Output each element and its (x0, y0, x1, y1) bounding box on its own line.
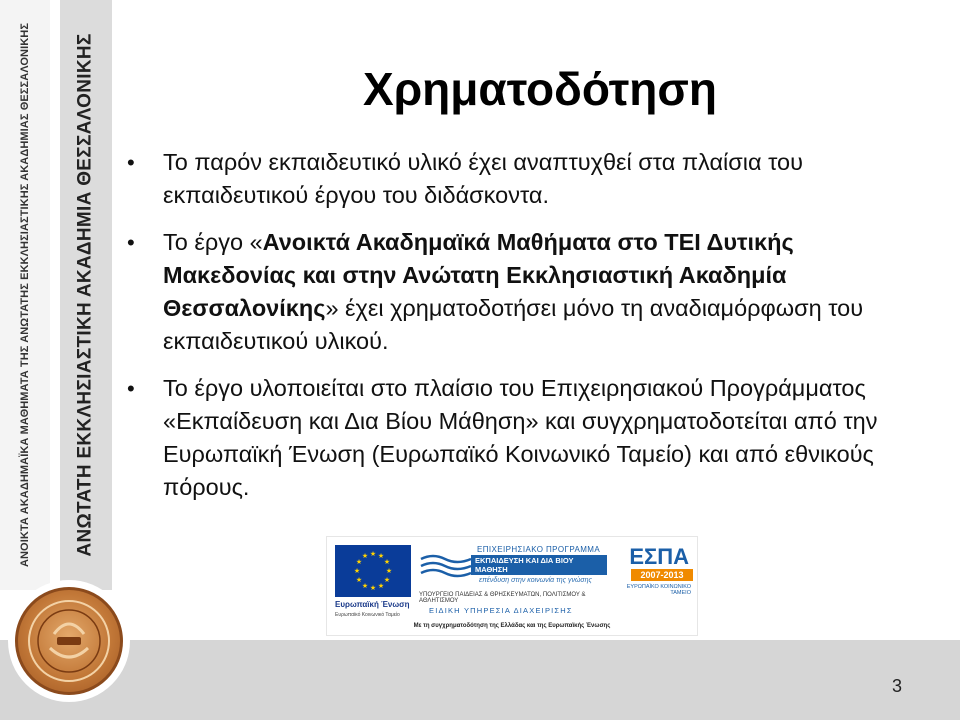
bullet-list (125, 146, 925, 518)
svg-text:★: ★ (383, 576, 391, 584)
program-name: ΕΚΠΑΙΔΕΥΣΗ ΚΑΙ ΔΙΑ ΒΙΟΥ ΜΑΘΗΣΗ (471, 555, 607, 575)
eu-flag-icon (335, 545, 411, 597)
svg-text:★: ★ (385, 567, 393, 575)
eu-stars-icon (348, 549, 398, 593)
svg-text:★: ★ (369, 550, 377, 558)
espa-word: ΕΣΠΑ (629, 544, 689, 569)
svg-text:★: ★ (377, 552, 385, 560)
sidebar-thick-strip (60, 0, 112, 590)
page-number: 3 (891, 676, 902, 696)
svg-text:★: ★ (383, 558, 391, 566)
program-logo (419, 545, 607, 625)
footer-bar (0, 640, 960, 720)
svg-text:★: ★ (361, 552, 369, 560)
svg-text:★: ★ (369, 584, 377, 592)
svg-text:★: ★ (353, 567, 361, 575)
bullet-item-1 (125, 146, 925, 212)
cofunding-note: Με τη συγχρηματοδότηση της Ελλάδας και της Ευρωπαϊκής Ένωσης (413, 623, 611, 629)
academy-seal (8, 580, 130, 702)
svg-text:★: ★ (377, 582, 385, 590)
program-slogan: επένδυση στην κοινωνία της γνώσης (479, 577, 592, 584)
bullet-2-post: » έχει χρηματοδοτήσει μόνο τη αναδιαμόρφωση του εκπαιδευτικού υλικού. (163, 295, 864, 354)
managing-authority: ΕΙΔΙΚΗ ΥΠΗΡΕΣΙΑ ΔΙΑΧΕΙΡΙΣΗΣ (429, 606, 573, 615)
espa-fund: ΕΥΡΩΠΑΪΚΟ ΚΟΙΝΩΝΙΚΟ ΤΑΜΕΙΟ (626, 584, 691, 596)
svg-text:★: ★ (361, 582, 369, 590)
eu-name: Ευρωπαϊκή Ένωση (335, 600, 410, 609)
eu-fund: Ευρωπαϊκό Κοινωνικό Ταμείο (335, 612, 400, 618)
bullet-2-pre: Το έργο « (163, 229, 263, 255)
bullet-item-2 (125, 226, 925, 358)
sidebar-thin-strip (0, 0, 50, 590)
bullet-3-text: Το έργο υλοποιείται στο πλαίσιο του Επιχειρησιακού Προγράμματος «Εκπαίδευση και Δια Βίου Μάθηση» και συγχρηματοδοτείται από την Ευρωπαϊκή Ένωση (Ευρωπαϊκό Κοινωνικό Ταμείο) και από εθνικούς πόρους. (163, 375, 878, 500)
seal-icon (15, 587, 123, 695)
program-label: ΕΠΙΧΕΙΡΗΣΙΑΚΟ ΠΡΟΓΡΑΜΜΑ (477, 545, 601, 554)
slide-title: Χρηματοδότηση (363, 63, 717, 115)
bullet-2-bold: Ανοικτά Ακαδημαϊκά Μαθήματα στο ΤΕΙ Δυτικής Μακεδονίας και στην Ανώτατη Εκκλησιαστική Ακαδημία Θεσσαλονίκης (163, 229, 794, 321)
waves-icon (419, 551, 473, 581)
seal-emblem-icon (24, 596, 114, 686)
bullet-item-3 (125, 372, 925, 504)
svg-text:★: ★ (355, 576, 363, 584)
eu-logo (335, 545, 411, 625)
sidebar-thick-text: ΑΝΩΤΑΤΗ ΕΚΚΛΗΣΙΑΣΤΙΚΗ ΑΚΑΔΗΜΙΑ ΘΕΣΣΑΛΟΝΙΚΗΣ (75, 33, 96, 557)
sidebar-band (0, 0, 114, 590)
bullet-1-text: Το παρόν εκπαιδευτικό υλικό έχει αναπτυχθεί στα πλαίσια του εκπαιδευτικού έργου του διδάσκοντα. (163, 149, 803, 208)
ministry-name: ΥΠΟΥΡΓΕΙΟ ΠΑΙΔΕΙΑΣ & ΘΡΗΣΚΕΥΜΑΤΩΝ, ΠΟΛΙΤΙΣΜΟΥ & ΑΘΛΗΤΙΣΜΟΥ (419, 592, 586, 604)
espa-years: 2007-2013 (631, 569, 693, 581)
svg-text:★: ★ (355, 558, 363, 566)
sidebar-thin-text: ΑΝΟΙΚΤΑ ΑΚΑΔΗΜΑΪΚΑ ΜΑΘΗΜΑΤΑ ΤΗΣ ΑΝΩΤΑΤΗΣ ΕΚΚΛΗΣΙΑΣΤΙΚΗΣ ΑΚΑΔΗΜΙΑΣ ΘΕΣΣΑΛΟΝΙΚΗΣ (19, 22, 31, 568)
funding-logos (326, 536, 698, 636)
espa-logo (611, 545, 693, 625)
